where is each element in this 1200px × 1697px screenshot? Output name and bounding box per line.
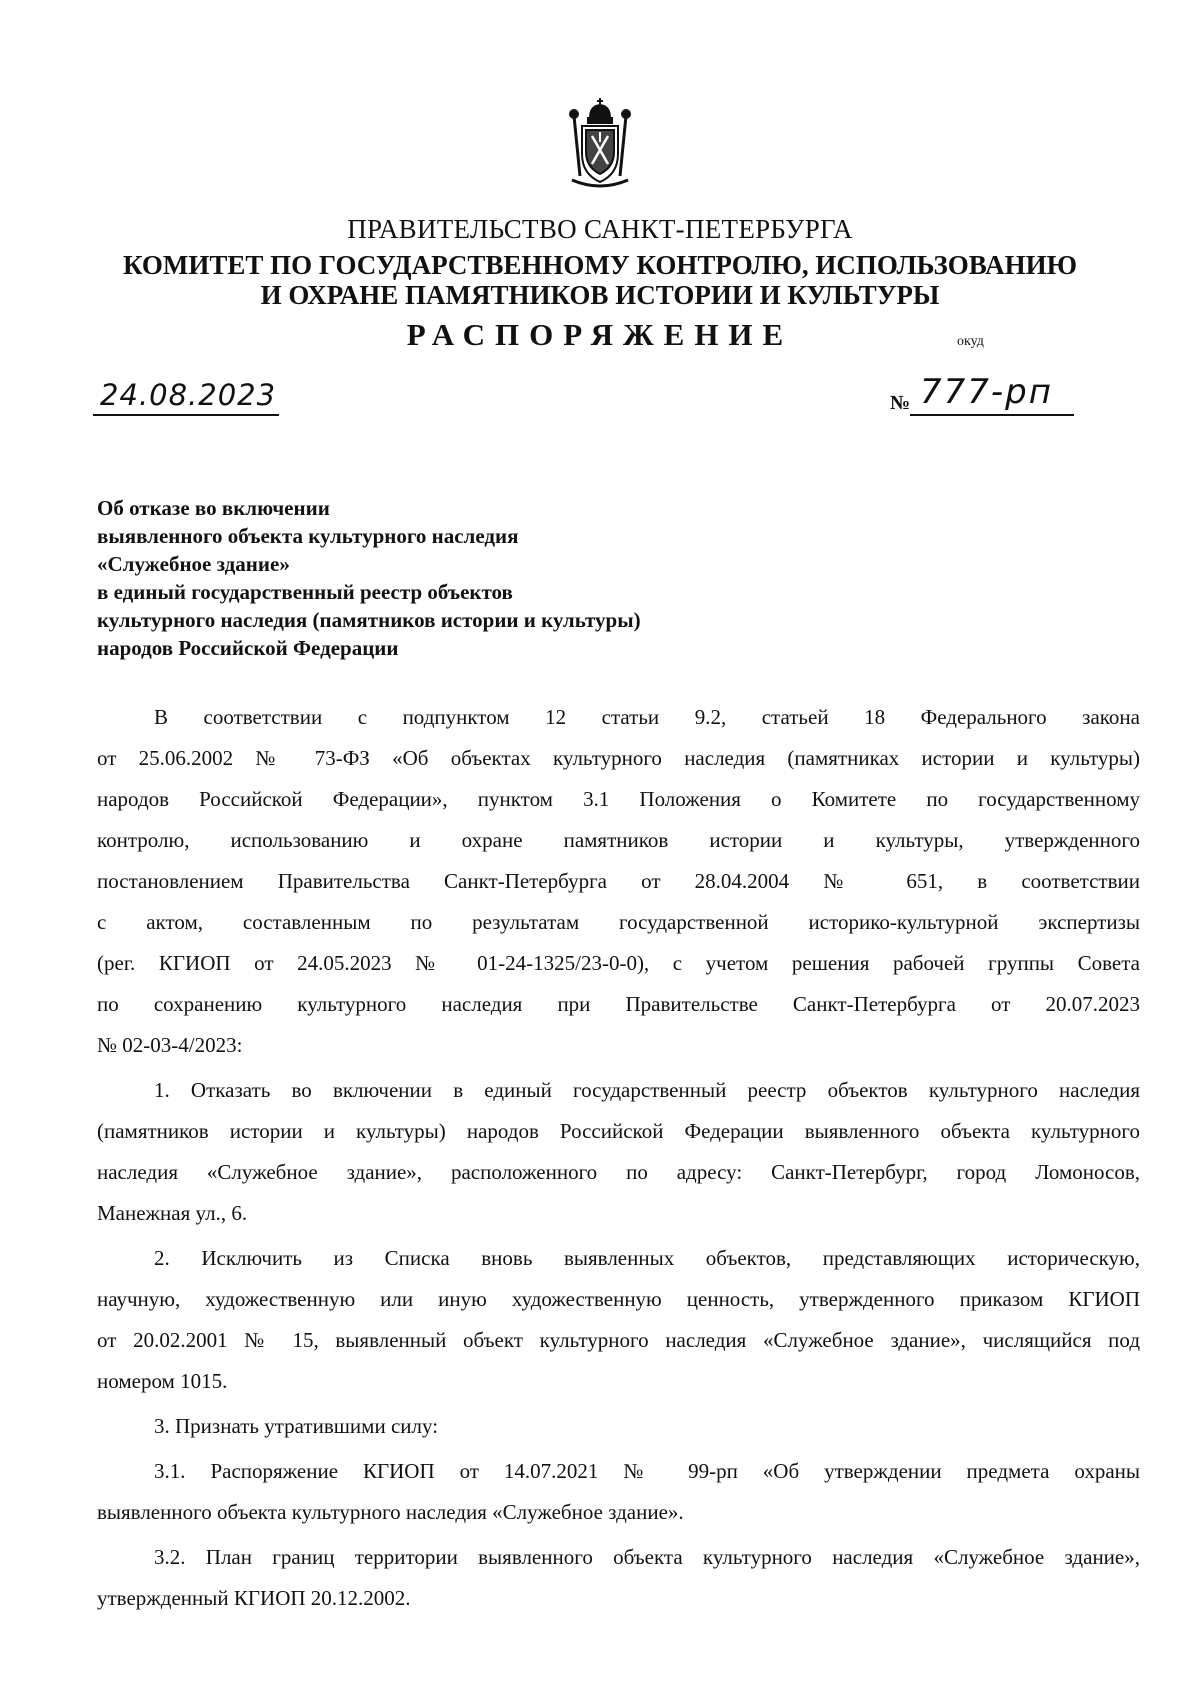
- document-type-title: РАСПОРЯЖЕНИЕ: [406, 317, 794, 352]
- committee-name-line-1: КОМИТЕТ ПО ГОСУДАРСТВЕННОМУ КОНТРОЛЮ, ИСПОЛЬЗОВАНИЮ: [123, 250, 1077, 280]
- committee-name-line-2: И ОХРАНЕ ПАМЯТНИКОВ ИСТОРИИ И КУЛЬТУРЫ: [260, 280, 940, 310]
- item-3-2-paragraph: [97, 1537, 1140, 1619]
- document-date: 24.08.2023: [100, 378, 277, 412]
- subject-line: в единый государственный реестр объектов: [97, 580, 513, 604]
- subject-line: народов Российской Федерации: [97, 636, 399, 660]
- subject-line: выявленного объекта культурного наследия: [97, 524, 519, 548]
- item-3-paragraph: [97, 1406, 1140, 1447]
- text-line: наследия «Служебное здание», расположенного по адресу: Санкт-Петербург, город Ломоносов,: [97, 1160, 1140, 1184]
- text-line: В соответствии с подпунктом 12 статьи 9.2, статьей 18 Федерального закона: [154, 705, 1140, 729]
- document-number: 777-рп: [920, 372, 1053, 412]
- text-line: 2. Исключить из Списка вновь выявленных объектов, представляющих историческую,: [154, 1246, 1140, 1270]
- item-3-1-paragraph: [97, 1451, 1140, 1533]
- government-name: ПРАВИТЕЛЬСТВО САНКТ-ПЕТЕРБУРГА: [347, 214, 853, 244]
- subject-line: Об отказе во включении: [97, 496, 330, 520]
- subject-line: «Служебное здание»: [97, 552, 290, 576]
- text-line: 3.1. Распоряжение КГИОП от 14.07.2021 № 99-рп «Об утверждении предмета охраны: [154, 1459, 1140, 1483]
- text-line: постановлением Правительства Санкт-Петербурга от 28.04.2004 № 651, в соответствии: [97, 869, 1140, 893]
- subject-line: культурного наследия (памятников истории и культуры): [97, 608, 641, 632]
- text-line: контролю, использованию и охране памятников истории и культуры, утвержденного: [97, 828, 1140, 852]
- text-line: 3. Признать утратившими силу:: [154, 1414, 439, 1438]
- text-line: с актом, составленным по результатам государственной историко-культурной экспертизы: [97, 910, 1140, 934]
- text-line: № 02-03-4/2023:: [97, 1033, 243, 1057]
- text-line: 1. Отказать во включении в единый государственный реестр объектов культурного наследия: [154, 1078, 1140, 1102]
- document-body: [97, 697, 1140, 1619]
- text-line: (памятников истории и культуры) народов Российской Федерации выявленного объекта культурного: [97, 1119, 1140, 1143]
- coat-of-arms-emblem: [568, 96, 632, 194]
- okud-label: окуд: [957, 334, 984, 349]
- document-subject: [97, 494, 641, 662]
- committee-name: [0, 250, 1200, 310]
- item-1-paragraph: [97, 1070, 1140, 1234]
- text-line: от 20.02.2001 № 15, выявленный объект культурного наследия «Служебное здание», числящийся под: [97, 1328, 1140, 1352]
- text-line: номером 1015.: [97, 1369, 228, 1393]
- text-line: (рег. КГИОП от 24.05.2023 № 01-24-1325/23-0-0), с учетом решения рабочей группы Совета: [97, 951, 1140, 975]
- text-line: утвержденный КГИОП 20.12.2002.: [97, 1586, 411, 1610]
- text-line: от 25.06.2002 № 73-ФЗ «Об объектах культурного наследия (памятниках истории и культуры): [97, 746, 1140, 770]
- text-line: научную, художественную или иную художественную ценность, утвержденного приказом КГИОП: [97, 1287, 1140, 1311]
- text-line: по сохранению культурного наследия при Правительстве Санкт-Петербурга от 20.07.2023: [97, 992, 1140, 1016]
- item-2-paragraph: [97, 1238, 1140, 1402]
- preamble-paragraph: [97, 697, 1140, 1066]
- number-label: №: [890, 392, 911, 414]
- text-line: 3.2. План границ территории выявленного объекта культурного наследия «Служебное здание»,: [154, 1545, 1140, 1569]
- text-line: народов Российской Федерации», пунктом 3.1 Положения о Комитете по государственному: [97, 787, 1140, 811]
- text-line: Манежная ул., 6.: [97, 1201, 248, 1225]
- text-line: выявленного объекта культурного наследия «Служебное здание».: [97, 1500, 684, 1524]
